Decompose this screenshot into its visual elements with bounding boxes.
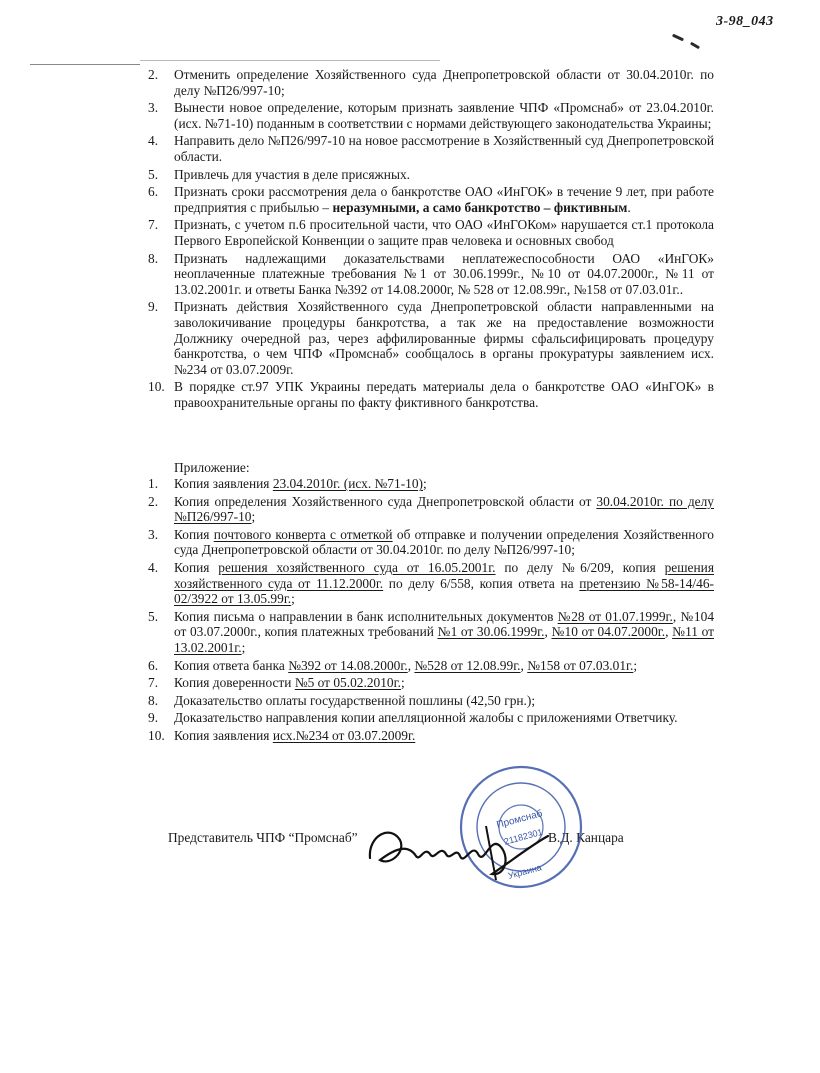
item-text-part: , №104 от 03.07.2000г., копия платежных требований [174, 608, 715, 640]
attachments-title: Приложение: [174, 460, 250, 475]
item-text: Признать надлежащими доказательствами неплатежеспособности ОАО «ИнГОК» неоплаченные платежные требования №1 от 30.06.1999г., №10 от 04.07.2000г., №11 от 13.02.2001г. и ответы Банка №392 от 14.08.2000г, № 528 от 12.08.99г., №158 от 07.03.01г.. [174, 250, 714, 297]
item-text-part: по делу 6/558, копия ответа на [383, 575, 580, 591]
item-number: 3. [148, 100, 159, 116]
document-id: 3-98_043 [716, 14, 774, 29]
item-number: 8. [148, 250, 159, 266]
item-number: 6. [148, 657, 159, 673]
item-text: Признать действия Хозяйственного суда Днепропетровской области направленными на заволокичивание процедуры банкротства, а так же на предоставление возможности Должнику очередной раз, через аффилированные фирмы сфальсифицировать процедуру банкротства, о чем ЧПФ «Промснаб» сообщалось в органы прокуратуры заявлением исх.№234 от 03.07.2009г. [174, 299, 714, 377]
underlined-reference: 30.04.2010г. по делу №П26/997-10 [174, 493, 715, 525]
item-text-part: ; [251, 509, 256, 525]
svg-text:Промснаб: Промснаб [495, 808, 544, 832]
item-text: В порядке ст.97 УПК Украины передать материалы дела о банкротстве ОАО «ИнГОК» в правоохранительные органы по факту фиктивного банкротства. [174, 379, 714, 410]
list-item [148, 379, 714, 410]
underlined-reference: претензию №58-14/46-02/3922 от 13.05.99г. [174, 575, 714, 607]
underlined-reference: №11 от 13.02.2001г. [174, 624, 714, 655]
handwritten-signature [360, 806, 560, 886]
item-text-part: Копия доверенности [174, 675, 295, 691]
item-text [174, 184, 714, 215]
list-item [148, 100, 714, 131]
item-text: Направить дело №П26/997-10 на новое рассмотрение в Хозяйственный суд Днепропетровской области. [174, 133, 714, 164]
list-item [148, 251, 714, 298]
main-list [148, 67, 714, 412]
item-text-part: об отправке и получении определения Хозяйственного суда Днепропетровской области от 30.04.2010г. по делу №П26/997-10; [174, 526, 714, 558]
item-text: Вынести новое определение, которым признать заявление ЧПФ «Промснаб» от 23.04.2010г. (исх. №71-10) поданным в соответствии с нормами действующего законодательства Украины; [174, 100, 714, 131]
item-number: 8. [148, 692, 159, 708]
underlined-reference: исх.№234 от 03.07.2009г. [272, 727, 416, 743]
item-text-part: ; [241, 639, 246, 655]
attachment-item [148, 527, 714, 558]
underlined-reference: №1 от 30.06.1999г. [437, 624, 545, 640]
item-number: 4. [148, 133, 159, 149]
item-text-part: , [665, 624, 673, 640]
attachment-item [148, 658, 714, 674]
representative-label: Представитель ЧПФ “Промснаб” [168, 830, 358, 845]
attachment-item [148, 609, 714, 656]
item-text-part: , [520, 657, 528, 673]
item-number: 7. [148, 675, 159, 691]
item-text-part: ; [291, 591, 295, 607]
attachment-item [148, 494, 714, 525]
item-text: Привлечь для участия в деле присяжных. [174, 166, 410, 182]
item-text-part: Копия [174, 559, 219, 575]
list-item [148, 217, 714, 248]
item-text-part: Признать сроки рассмотрения дела о банкротстве ОАО «ИнГОК» в течение 9 лет, при работе предприятия с прибылью – [174, 184, 714, 215]
item-text-part: . [627, 199, 631, 215]
attachments-list [148, 476, 714, 746]
item-number: 9. [148, 299, 159, 315]
list-item [148, 67, 714, 98]
list-item [148, 184, 714, 215]
underlined-reference: почтового конверта с отметкой [213, 526, 393, 542]
scan-rule [140, 60, 440, 61]
underlined-reference: №5 от 05.02.2010г. [294, 675, 401, 691]
item-number: 6. [148, 184, 159, 200]
underlined-reference: №528 от 12.08.99г. [414, 657, 521, 673]
list-item [148, 167, 714, 183]
svg-text:Украина: Украина [506, 862, 543, 881]
attachment-item [148, 710, 714, 726]
item-text-part: по делу №6/209, копия [495, 559, 665, 575]
attachment-item [148, 476, 714, 492]
list-item [148, 133, 714, 164]
item-number: 2. [148, 493, 159, 509]
item-text-part: Доказательство оплаты государственной пошлины (42,50 грн.); [174, 692, 536, 708]
item-number: 3. [148, 526, 159, 542]
item-number: 9. [148, 710, 159, 726]
item-text-part: Копия заявления [174, 727, 273, 743]
item-number: 1. [148, 476, 159, 491]
underlined-reference: решения хозяйственного суда от 11.12.2000г. [174, 559, 714, 591]
list-item [148, 299, 714, 377]
underlined-reference: №10 от 04.07.2000г. [551, 624, 666, 640]
item-text-part: , [544, 624, 552, 640]
underlined-reference: №28 от 01.07.1999г. [557, 608, 673, 624]
item-number: 5. [148, 608, 159, 624]
scan-mark [672, 34, 684, 42]
underlined-reference: №158 от 07.03.01г. [527, 657, 634, 673]
item-text-part: Копия письма о направлении в банк исполнительных документов [174, 608, 558, 624]
item-text-part: Доказательство направления копии апелляционной жалобы с приложениями Ответчику. [174, 710, 678, 726]
item-text: Отменить определение Хозяйственного суда Днепропетровской области от 30.04.2010г. по делу №П26/997-10; [174, 67, 714, 98]
item-text-emphasis: неразумными, а само банкротство – фиктивным [332, 199, 628, 215]
item-number: 4. [148, 559, 159, 575]
item-text-part: Копия заявления [174, 476, 273, 491]
scan-rule [30, 64, 140, 65]
underlined-reference: 23.04.2010г. (исх. №71-10) [272, 476, 424, 491]
attachment-item [148, 560, 714, 607]
underlined-reference: №392 от 14.08.2000г. [288, 657, 408, 673]
item-number: 7. [148, 217, 159, 233]
item-text-part: ; [400, 675, 405, 691]
item-text-part: Копия [174, 526, 214, 542]
scan-mark [690, 42, 700, 50]
underlined-reference: решения хозяйственного суда от 16.05.2001г. [218, 559, 496, 575]
representative-name: В.Д. Канцара [548, 830, 624, 845]
item-text-part: ; [423, 476, 427, 491]
attachment-item [148, 675, 714, 691]
item-number: 10. [148, 727, 165, 743]
attachment-item [148, 693, 714, 709]
item-number: 5. [148, 166, 159, 182]
item-text-part: , [407, 657, 415, 673]
item-text: Признать, с учетом п.6 просительной части, что ОАО «ИнГОКом» нарушается ст.1 протокола Первого Европейской Конвенции о защите прав человека и основных свобод [174, 217, 714, 248]
item-number: 10. [148, 379, 165, 395]
item-number: 2. [148, 67, 159, 82]
svg-text:21182301: 21182301 [502, 826, 544, 847]
item-text-part: Копия определения Хозяйственного суда Днепропетровской области от [174, 493, 597, 509]
item-text-part: Копия ответа банка [174, 657, 289, 673]
attachment-item [148, 728, 714, 744]
item-text-part: ; [633, 657, 638, 673]
